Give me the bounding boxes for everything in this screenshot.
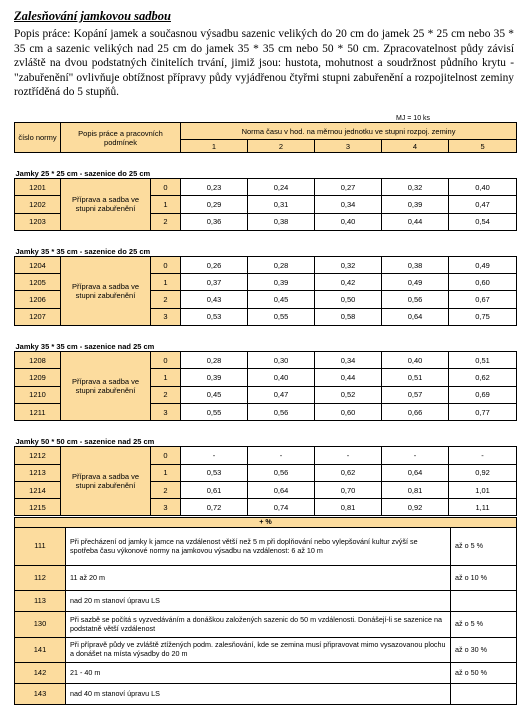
weed-level: 3 — [151, 403, 181, 420]
weed-level: 0 — [151, 352, 181, 369]
page-title: Zalesňování jamkovou sadbou — [14, 9, 171, 23]
norm-value: 0,37 — [181, 274, 248, 291]
weed-level: 3 — [151, 308, 181, 325]
norm-number: 1202 — [15, 196, 61, 213]
norm-value: 0,60 — [449, 274, 517, 291]
norm-value: 0,30 — [248, 352, 315, 369]
surcharge-text: nad 20 m stanoví úpravu LS — [66, 591, 451, 612]
norm-value: 0,45 — [181, 386, 248, 403]
norm-value: 0,60 — [315, 403, 382, 420]
norm-value: - — [382, 447, 449, 464]
surcharge-text: Při sazbě se počítá s vyzvedáváním a donáškou založených sazenic do 50 m vzdálenosti. Donášejí-li se sazenice na podstatně větší vzdálenost — [66, 612, 451, 638]
norm-value: 0,45 — [248, 291, 315, 308]
norm-number: 1213 — [15, 464, 61, 481]
surcharge-percent: až o 10 % — [451, 566, 517, 591]
norm-value: 0,57 — [382, 386, 449, 403]
weed-level: 1 — [151, 369, 181, 386]
weed-level: 2 — [151, 291, 181, 308]
weed-level: 1 — [151, 464, 181, 481]
header-norm-number: číslo normy — [15, 123, 61, 153]
norm-number: 1201 — [15, 179, 61, 196]
header-grade-2: 2 — [248, 140, 315, 153]
norm-value: 0,38 — [382, 256, 449, 273]
weed-level: 1 — [151, 196, 181, 213]
section-description: Příprava a sadba ve stupni zabuřenění — [61, 256, 151, 325]
surcharge-percent: až o 50 % — [451, 663, 517, 684]
section-title: Jamky 35 * 35 cm - sazenice nad 25 cm — [15, 342, 155, 352]
surcharge-code: 113 — [15, 591, 66, 612]
norm-value: - — [449, 447, 517, 464]
norm-number: 1215 — [15, 499, 61, 516]
norm-number: 1211 — [15, 403, 61, 420]
norm-value: - — [181, 447, 248, 464]
norm-value: 0,53 — [181, 464, 248, 481]
norm-value: 0,51 — [382, 369, 449, 386]
norm-value: 0,32 — [315, 256, 382, 273]
norm-value: 0,50 — [315, 291, 382, 308]
weed-level: 0 — [151, 256, 181, 273]
norm-value: 0,61 — [181, 481, 248, 498]
section-description: Příprava a sadba ve stupni zabuřenění — [61, 447, 151, 516]
section-description: Příprava a sadba ve stupni zabuřenění — [61, 179, 151, 231]
header-grade-5: 5 — [449, 140, 517, 153]
weed-level: 3 — [151, 499, 181, 516]
norm-value: 0,75 — [449, 308, 517, 325]
header-work-description: Popis práce a pracovních podmínek — [61, 123, 181, 153]
norm-value: 0,64 — [382, 464, 449, 481]
surcharge-table — [14, 517, 517, 705]
norm-value: 0,42 — [315, 274, 382, 291]
surcharge-text: 21 - 40 m — [66, 663, 451, 684]
norm-value: 0,34 — [315, 196, 382, 213]
norm-value: 0,29 — [181, 196, 248, 213]
norm-value: - — [248, 447, 315, 464]
norm-value: 0,40 — [449, 179, 517, 196]
norm-value: 0,27 — [315, 179, 382, 196]
surcharge-percent: až o 5 % — [451, 612, 517, 638]
section-description: Příprava a sadba ve stupni zabuřenění — [61, 352, 151, 421]
norm-value: 0,56 — [248, 403, 315, 420]
work-description: Popis práce: Kopání jamek a současnou výsadbu sazenic velikých do 20 cm do jamek 25 * 25 cm nebo 35 * 35 cm a sazenic velikých nad 25 cm do jamek 35 * 35 cm nebo 50 * 50 cm. Zpracovatelnost půdy závisí zvláště na dvou podstatných činitelích trvání, jimiž jsou: hustota, mohutnost a soudržnost půdního krytu -"zabuřenění" ovlivňuje obtížnost přípravy půdy vyjádřenou čtyřmi stupni zabuřenění a rozpojitelnost zeminy roztříděná do 5 stupňů. — [14, 28, 514, 99]
norm-value: 0,34 — [315, 352, 382, 369]
surcharge-code: 111 — [15, 528, 66, 566]
norm-number: 1208 — [15, 352, 61, 369]
norm-value: 0,47 — [449, 196, 517, 213]
surcharge-percent: až o 30 % — [451, 638, 517, 663]
norm-value: 0,39 — [248, 274, 315, 291]
header-grade-4: 4 — [382, 140, 449, 153]
weed-level: 2 — [151, 386, 181, 403]
norm-value: 0,51 — [449, 352, 517, 369]
norm-value: 0,72 — [181, 499, 248, 516]
norm-value: 0,44 — [382, 213, 449, 230]
norm-value: 0,39 — [382, 196, 449, 213]
norm-value: 0,49 — [449, 256, 517, 273]
norm-value: 0,67 — [449, 291, 517, 308]
weed-level: 0 — [151, 447, 181, 464]
norm-value: 0,64 — [248, 481, 315, 498]
norm-table — [14, 122, 517, 516]
norm-value: 0,55 — [248, 308, 315, 325]
norm-value: 0,38 — [248, 213, 315, 230]
norm-value: 0,81 — [382, 481, 449, 498]
norm-value: 0,62 — [449, 369, 517, 386]
norm-value: 0,39 — [181, 369, 248, 386]
norm-value: 0,70 — [315, 481, 382, 498]
weed-level: 2 — [151, 481, 181, 498]
norm-value: 0,26 — [181, 256, 248, 273]
section-title: Jamky 35 * 35 cm - sazenice do 25 cm — [15, 246, 151, 256]
norm-value: 0,43 — [181, 291, 248, 308]
surcharge-percent: až o 5 % — [451, 528, 517, 566]
norm-number: 1203 — [15, 213, 61, 230]
section-title: Jamky 50 * 50 cm - sazenice nad 25 cm — [15, 437, 155, 447]
norm-value: 0,40 — [315, 213, 382, 230]
norm-value: 0,56 — [382, 291, 449, 308]
section-title: Jamky 25 * 25 cm - sazenice do 25 cm — [15, 169, 151, 178]
norm-value: 0,55 — [181, 403, 248, 420]
norm-number: 1210 — [15, 386, 61, 403]
norm-value: 0,81 — [315, 499, 382, 516]
norm-value: 0,32 — [382, 179, 449, 196]
norm-number: 1207 — [15, 308, 61, 325]
norm-value: 0,40 — [248, 369, 315, 386]
surcharge-code: 143 — [15, 684, 66, 705]
weed-level: 0 — [151, 179, 181, 196]
norm-value: 0,31 — [248, 196, 315, 213]
norm-value: 0,53 — [181, 308, 248, 325]
norm-number: 1204 — [15, 256, 61, 273]
norm-value: 0,92 — [449, 464, 517, 481]
norm-value: - — [315, 447, 382, 464]
norm-value: 0,69 — [449, 386, 517, 403]
weed-level: 2 — [151, 213, 181, 230]
norm-value: 0,44 — [315, 369, 382, 386]
surcharge-code: 142 — [15, 663, 66, 684]
norm-number: 1214 — [15, 481, 61, 498]
norm-value: 0,64 — [382, 308, 449, 325]
norm-value: 0,56 — [248, 464, 315, 481]
surcharge-text: Při přecházení od jamky k jamce na vzdálenost větší než 5 m při doplňování nebo vylepšování kultur zvýší se spotřeba času výkonové normy na jamkovou výsadbu na vzdálenost: 6 až 10 m — [66, 528, 451, 566]
norm-value: 0,40 — [382, 352, 449, 369]
norm-value: 0,47 — [248, 386, 315, 403]
norm-value: 0,28 — [181, 352, 248, 369]
surcharge-code: 112 — [15, 566, 66, 591]
norm-value: 0,28 — [248, 256, 315, 273]
surcharge-text: 11 až 20 m — [66, 566, 451, 591]
norm-value: 0,66 — [382, 403, 449, 420]
surcharge-code: 130 — [15, 612, 66, 638]
norm-value: 0,23 — [181, 179, 248, 196]
norm-value: 1,11 — [449, 499, 517, 516]
norm-value: 0,74 — [248, 499, 315, 516]
unit-note: MJ = 10 ks — [396, 115, 431, 122]
header-time-norm: Norma času v hod. na měrnou jednotku ve stupni rozpoj. zeminy — [181, 123, 517, 140]
norm-number: 1205 — [15, 274, 61, 291]
norm-value: 0,92 — [382, 499, 449, 516]
surcharge-text: Při přípravě půdy ve zvláště ztížených podm. zalesňování, kde se zemina musí připravovat mimo vysazovanou plochu a donášet na místa výsadby do 20 m — [66, 638, 451, 663]
norm-number: 1209 — [15, 369, 61, 386]
surcharge-percent — [451, 591, 517, 612]
norm-value: 0,24 — [248, 179, 315, 196]
norm-value: 0,58 — [315, 308, 382, 325]
surcharge-percent — [451, 684, 517, 705]
norm-number: 1206 — [15, 291, 61, 308]
norm-value: 0,36 — [181, 213, 248, 230]
norm-value: 0,62 — [315, 464, 382, 481]
surcharge-header: + % — [15, 518, 517, 528]
norm-value: 0,52 — [315, 386, 382, 403]
norm-value: 0,77 — [449, 403, 517, 420]
header-grade-3: 3 — [315, 140, 382, 153]
norm-number: 1212 — [15, 447, 61, 464]
surcharge-code: 141 — [15, 638, 66, 663]
norm-value: 0,49 — [382, 274, 449, 291]
surcharge-text: nad 40 m stanoví úpravu LS — [66, 684, 451, 705]
norm-value: 0,54 — [449, 213, 517, 230]
norm-value: 1,01 — [449, 481, 517, 498]
header-grade-1: 1 — [181, 140, 248, 153]
weed-level: 1 — [151, 274, 181, 291]
